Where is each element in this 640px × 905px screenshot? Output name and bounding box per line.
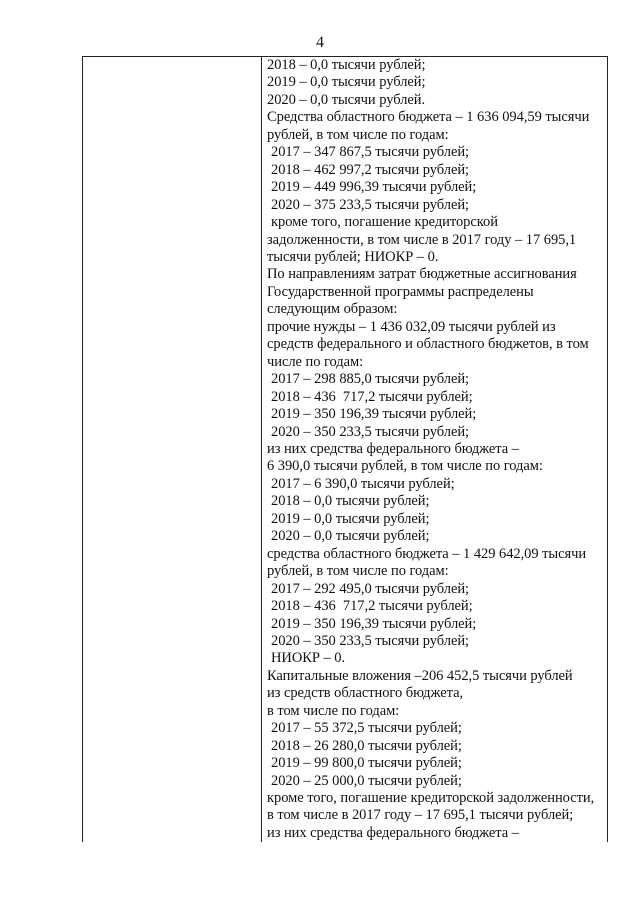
text-line: 2018 – 462 997,2 тысячи рублей; xyxy=(271,161,470,178)
text-line: 2018 – 26 280,0 тысячи рублей; xyxy=(271,737,462,754)
text-line: рублей, в том числе по годам: xyxy=(267,563,449,580)
text-line: в том числе по годам: xyxy=(267,702,400,719)
text-line: По направлениям затрат бюджетные ассигнования xyxy=(267,266,577,283)
text-line: НИОКР – 0. xyxy=(271,650,346,667)
text-line: следующим образом: xyxy=(267,301,398,318)
text-line: Капитальные вложения –206 452,5 тысячи рублей xyxy=(267,667,573,684)
text-line: в том числе в 2017 году – 17 695,1 тысячи рублей; xyxy=(267,807,574,824)
text-line: из них средства федерального бюджета – xyxy=(267,440,519,457)
text-line: 2020 – 0,0 тысячи рублей; xyxy=(271,528,430,545)
text-line: 2020 – 375 233,5 тысячи рублей; xyxy=(271,196,470,213)
text-line: 2018 – 436 717,2 тысячи рублей; xyxy=(271,598,473,615)
text-line: средств федерального и областного бюджетов, в том xyxy=(267,336,589,353)
page-number: 4 xyxy=(316,34,324,51)
text-line: задолженности, в том числе в 2017 году – 17 695,1 xyxy=(267,231,577,248)
text-line: 2018 – 0,0 тысячи рублей; xyxy=(271,493,430,510)
text-line: тысячи рублей; НИОКР – 0. xyxy=(267,248,439,265)
text-line: 2017 – 298 885,0 тысячи рублей; xyxy=(271,371,470,388)
text-line: 2017 – 55 372,5 тысячи рублей; xyxy=(271,720,462,737)
text-line: из них средства федерального бюджета – xyxy=(267,824,519,841)
text-line: средства областного бюджета – 1 429 642,09 тысячи xyxy=(267,545,587,562)
text-line: из средств областного бюджета, xyxy=(267,685,464,702)
text-line: числе по годам: xyxy=(267,353,364,370)
text-line: 2019 – 350 196,39 тысячи рублей; xyxy=(271,406,477,423)
text-line: 2019 – 449 996,39 тысячи рублей; xyxy=(271,179,477,196)
text-line: 6 390,0 тысячи рублей, в том числе по годам: xyxy=(267,458,543,475)
table-left-cell xyxy=(83,57,262,842)
text-line: 2017 – 6 390,0 тысячи рублей; xyxy=(271,475,455,492)
text-line: 2019 – 0,0 тысячи рублей; xyxy=(267,74,426,91)
text-line: 2020 – 25 000,0 тысячи рублей; xyxy=(271,772,462,789)
text-line: прочие нужды – 1 436 032,09 тысячи рублей из xyxy=(267,318,556,335)
text-line: кроме того, погашение кредиторской xyxy=(271,214,498,231)
text-line: 2020 – 350 233,5 тысячи рублей; xyxy=(271,632,470,649)
text-line: 2018 – 436 717,2 тысячи рублей; xyxy=(271,388,473,405)
table-right-cell xyxy=(262,57,607,842)
text-line: 2017 – 292 495,0 тысячи рублей; xyxy=(271,580,470,597)
text-line: 2020 – 350 233,5 тысячи рублей; xyxy=(271,423,470,440)
funding-table xyxy=(82,56,608,842)
text-line: кроме того, погашение кредиторской задолженности, xyxy=(267,790,595,807)
text-line: 2019 – 0,0 тысячи рублей; xyxy=(271,510,430,527)
text-line: Государственной программы распределены xyxy=(267,283,534,300)
text-line: рублей, в том числе по годам: xyxy=(267,126,449,143)
text-line: Средства областного бюджета – 1 636 094,59 тысячи xyxy=(267,109,590,126)
text-line: 2018 – 0,0 тысячи рублей; xyxy=(267,57,426,73)
text-line: 2020 – 0,0 тысячи рублей. xyxy=(267,91,426,108)
text-line: 2019 – 350 196,39 тысячи рублей; xyxy=(271,615,477,632)
text-line: 2017 – 347 867,5 тысячи рублей; xyxy=(271,144,470,161)
text-line: 2019 – 99 800,0 тысячи рублей; xyxy=(271,755,462,772)
